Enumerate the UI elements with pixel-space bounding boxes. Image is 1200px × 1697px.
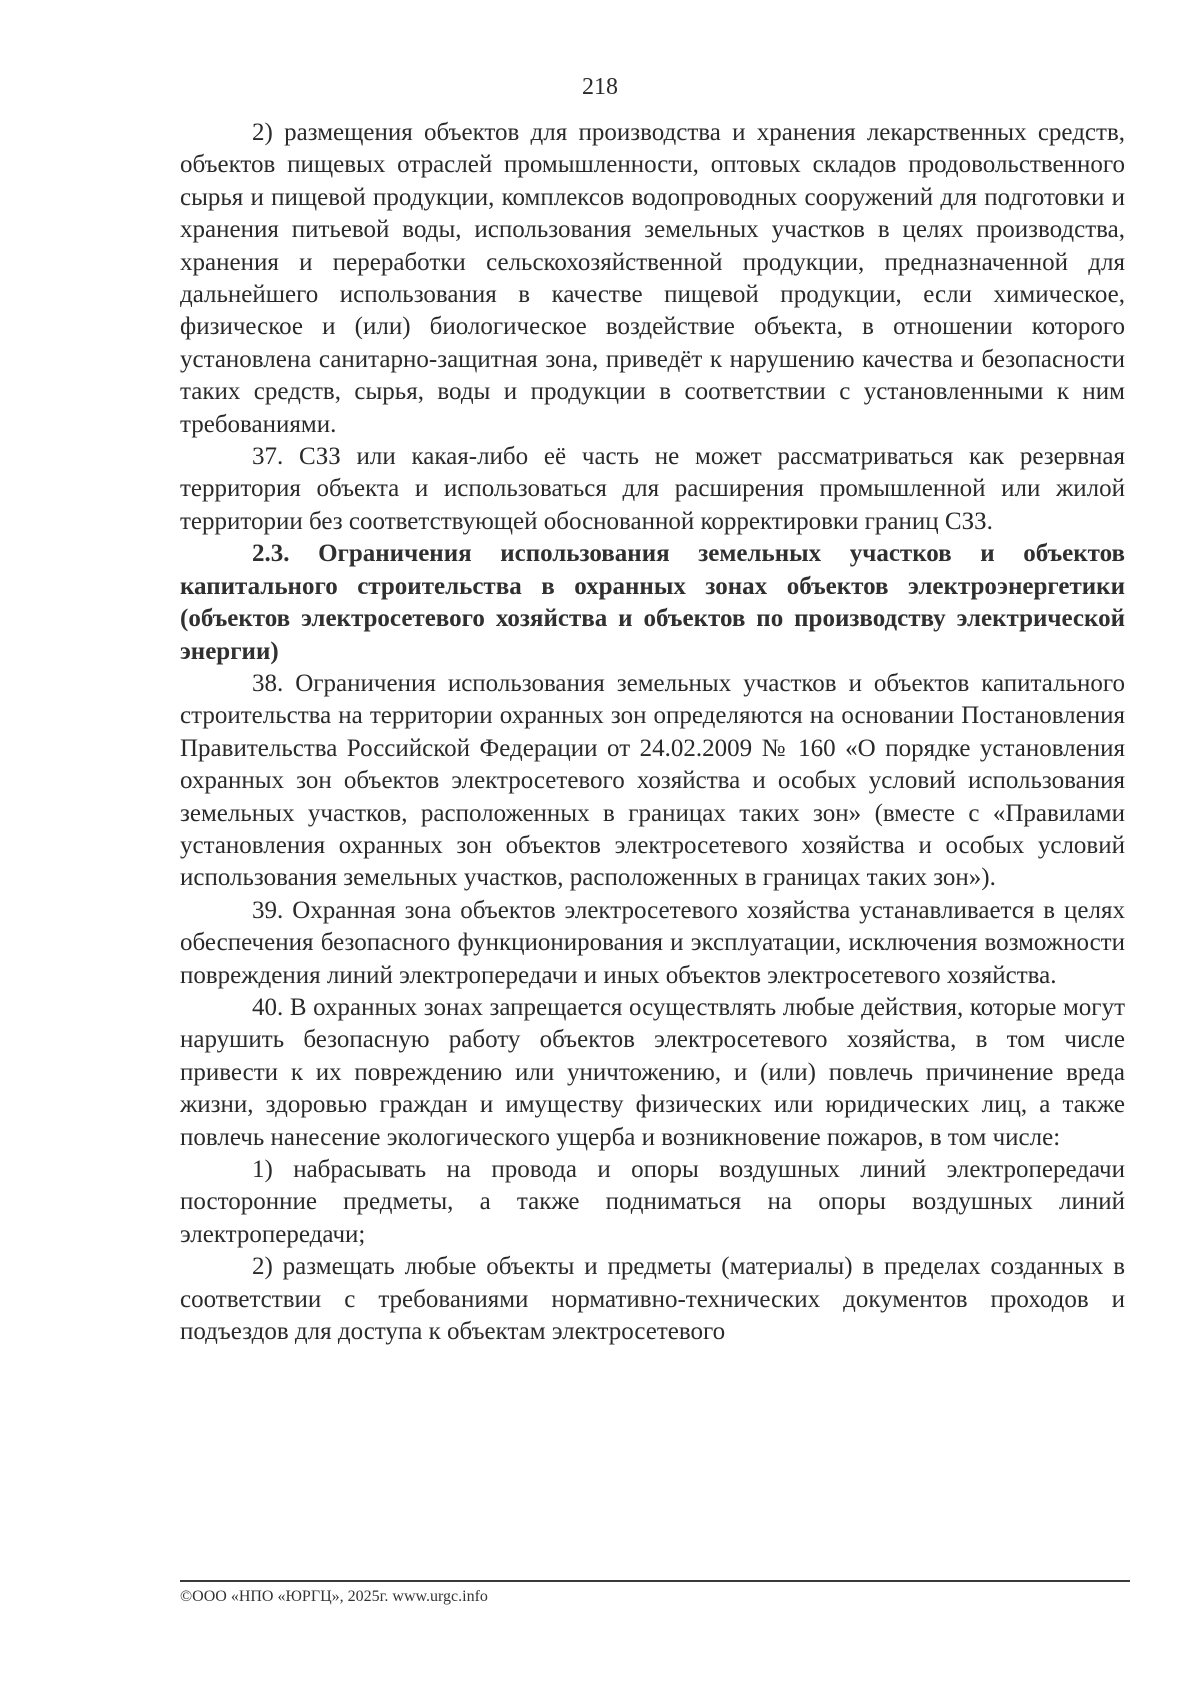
paragraph-40-item-2: 2) размещать любые объекты и предметы (материалы) в пределах созданных в соответствии с требованиями нормативно-технических документов проходов и подъездов для доступа к объектам электросетевого [180,1253,1125,1346]
paragraph-40: 40. В охранных зонах запрещается осуществлять любые действия, которые могут нарушить безопасную работу объектов электросетевого хозяйства, в том числе привести к их повреждению или уничтожению, и (или) повлечь причинение вреда жизни, здоровью граждан и имуществу физических или юридических лиц, а также повлечь нанесение экологического ущерба и возникновение пожаров, в том числе: [180,993,1125,1151]
paragraph-38: 38. Ограничения использования земельных участков и объектов капитального строительства на территории охранных зон определяются на основании Постановления Правительства Российской Федерации от 24.02.2009 № 160 «О порядке установления охранных зон объектов электросетевого хозяйства и особых условий использования земельных участков, расположенных в границах таких зон» (вместе с «Правилами установления охранных зон объектов электросетевого хозяйства и особых условий использования земельных участков, расположенных в границах таких зон»). [180,669,1125,892]
paragraph-37: 37. СЗЗ или какая-либо её часть не может рассматриваться как резервная территория объекта и использоваться для расширения промышленной или жилой территории без соответствующей обоснованной корректировки границ СЗЗ. [180,443,1125,535]
page-number: 218 [582,74,618,100]
footer-divider [180,1580,1130,1582]
section-heading-2-3: 2.3. Ограничения использования земельных участков и объектов капитального строительства в охранных зонах объектов электроэнергетики (объектов электросетевого хозяйства и объектов по производству электрической энергии) [180,540,1125,665]
document-body [180,117,1125,1348]
paragraph-39: 39. Охранная зона объектов электросетевого хозяйства устанавливается в целях обеспечения безопасного функционирования и эксплуатации, исключения возможности повреждения линий электропередачи и иных объектов электросетевого хозяйства. [180,896,1125,989]
paragraph-item-2-placement: 2) размещения объектов для производства и хранения лекарственных средств, объектов пищевых отраслей промышленности, оптовых складов продовольственного сырья и пищевой продукции, комплексов водопроводных сооружений для подготовки и хранения питьевой воды, использования земельных участков в целях производства, хранения и переработки сельскохозяйственной продукции, предназначенной для дальнейшего использования в качестве пищевой продукции, если химическое, физическое и (или) биологическое воздействие объекта, в отношении которого установлена санитарно-защитная зона, приведёт к нарушению качества и безопасности таких средств, сырья, воды и продукции в соответствии с установленными к ним требованиями. [180,119,1125,438]
paragraph-40-item-1: 1) набрасывать на провода и опоры воздушных линий электропередачи посторонние предметы, а также подниматься на опоры воздушных линий электропередачи; [180,1156,1125,1248]
footer-copyright: ©ООО «НПО «ЮРГЦ», 2025г. www.urgc.info [180,1588,488,1605]
